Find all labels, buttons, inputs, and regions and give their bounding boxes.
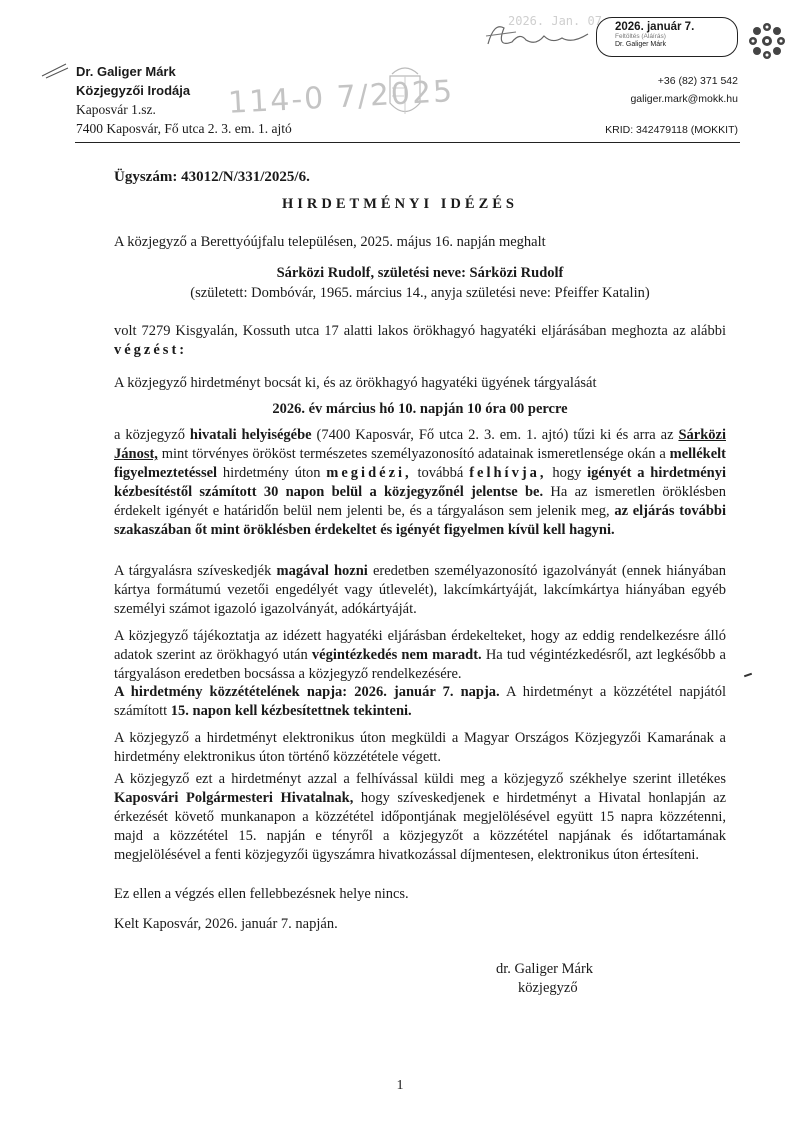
- mayor-office: Kaposvári Polgármesteri Hivatalnak,: [114, 790, 354, 806]
- krid-identifier: KRID: 342479118 (MOKKIT): [605, 124, 738, 136]
- info-text-1: A közjegyző tájékoztatja az idézett hagyatéki eljárásban érdekelteket, hogy az eddig rendelkezésre álló adatok szerint az örökhagyó után: [114, 628, 726, 663]
- documents-bring: magával hozni: [276, 563, 368, 579]
- summons-word-call: felhívja,: [469, 465, 547, 481]
- appeal-statement: Ez ellen a végzés ellen fellebbezésnek helye nincs.: [114, 886, 409, 902]
- handwritten-file-number: 114-0 7/2025: [227, 74, 456, 121]
- documents-text-2: eredetben személyazonosító igazolványát (ennek hiányában kártya formátumú vezetői engedélyét vagy útlevelét), lakcímkártyáját, lakcímkártya hiányában egyéb személyi számot igazoló igazolványát, adókártyáját.: [114, 563, 726, 617]
- summons-warning: mellékelt figyelmeztetéssel: [114, 446, 726, 481]
- publication-paragraph: [114, 683, 726, 721]
- publication-date: A hirdetmény közzétételének napja: 2026. január 7. napja.: [114, 684, 500, 700]
- office-request-text-2: hogy szíveskedjenek e hirdetményt a Hivatal honlapján az érkezését követő munkanapon a közzététel időpontjának megjelölésével együtt 15 napra közzétenni, majd a közzététel 15. napján e tényről a közjegyzőt a közzététel napjának és időtartamának megjelölésével a fenti közjegyzői ügyszámra hivatkozással díjmentesen, elektronikus úton értesíteni.: [114, 790, 726, 863]
- hearing-date: 2026. év március hó 10. napján 10 óra 00 percre: [272, 401, 568, 417]
- chamber-paragraph: A közjegyző a hirdetményt elektronikus úton megküldi a Magyar Országos Közjegyzői Kamarának a hirdetmény elektronikus úton történő közzététele végett.: [114, 730, 726, 765]
- office-city: Kaposvár 1.sz.: [76, 102, 156, 117]
- deceased-name: Sárközi Rudolf, születési neve: Sárközi Rudolf: [276, 265, 564, 281]
- notary-seal-icon: [746, 20, 788, 62]
- publication-text: A hirdetményt a közzététel napjától számított: [114, 684, 726, 719]
- decision-word: végzést:: [114, 342, 188, 358]
- margin-mark: [744, 673, 752, 678]
- summons-text-3: mint törvényes örököst természetes személyazonosító adatainak ismeretlensége okán a: [157, 446, 670, 462]
- registration-stamp: [596, 17, 738, 57]
- summons-text-4: hirdetmény úton: [217, 465, 327, 481]
- signer-role: közjegyző: [518, 980, 578, 996]
- summons-text-2: (7400 Kaposvár, Fő utca 2. 3. em. 1. ajtó) tűzi ki és arra az: [311, 427, 679, 443]
- summoned-heir: Sárközi Jánost,: [114, 427, 726, 462]
- case-number: Ügyszám: 43012/N/331/2025/6.: [114, 169, 310, 185]
- header-divider: [75, 142, 740, 143]
- info-paragraph: [114, 627, 726, 684]
- summons-paragraph: [114, 426, 726, 540]
- info-no-will: végintézkedés nem maradt.: [311, 647, 482, 663]
- office-request-text-1: A közjegyző ezt a hirdetményt azzal a felhívással küldi meg a közjegyző székhelye szerint illetékes: [114, 771, 726, 787]
- residence-paragraph: [114, 322, 726, 360]
- page-number: 1: [396, 1078, 404, 1093]
- summons-text-1: a közjegyző: [114, 427, 190, 443]
- documents-text-1: A tárgyalásra szíveskedjék: [114, 563, 277, 579]
- contact-block: [560, 72, 738, 108]
- phone-number: +36 (82) 371 542: [657, 75, 738, 87]
- signer-name: dr. Galiger Márk: [496, 961, 594, 977]
- summons-text-7: Ha az ismeretlen öröklésben érdekelt igényét e határidőn belül nem jelenti be, és a tárgyaláson sem jelenik meg,: [114, 484, 726, 519]
- summons-office: hivatali helyiségébe: [189, 427, 312, 443]
- office-request-paragraph: [114, 770, 726, 865]
- intro-paragraph: A közjegyző a Berettyóújfalu településen, 2025. május 16. napján meghalt: [114, 234, 546, 250]
- summons-deadline: igényét a hirdetményi kézbesítéstől számított 30 napon belül a közjegyzőnél jelentse be.: [114, 465, 726, 500]
- email-address: galiger.mark@mokk.hu: [630, 93, 738, 105]
- summons-text-5: továbbá: [411, 465, 470, 481]
- summons-text-6: hogy: [546, 465, 588, 481]
- office-name: Közjegyzői Irodája: [76, 83, 191, 98]
- stamp-date: 2026. január 7.: [615, 21, 695, 33]
- pen-scribble: [40, 60, 70, 80]
- faded-date-stamp: 2026. Jan. 07: [508, 14, 602, 28]
- notary-name: Dr. Galiger Márk: [76, 64, 176, 79]
- info-text-2: Ha tud végintézkedésről, azt legkésőbb a tárgyaláson eredetben bocsássa a közjegyző rendelkezésére.: [114, 647, 726, 682]
- signature-block: [496, 960, 616, 998]
- publication-delivery: 15. napon kell kézbesítettnek tekinteni.: [170, 703, 412, 719]
- stamp-name: Dr. Galiger Márk: [615, 41, 666, 48]
- document-title: HIRDETMÉNYI IDÉZÉS: [282, 196, 518, 212]
- deceased-birth-details: (született: Dombóvár, 1965. március 14., anyja születési neve: Pfeiffer Katalin): [190, 285, 650, 301]
- summons-consequence: az eljárás további szakaszában őt mint öröklésben érdekeltet és igényét figyelmen kívül kell hagyni.: [114, 503, 726, 538]
- documents-paragraph: [114, 562, 726, 619]
- hearing-intro: A közjegyző hirdetményt bocsát ki, és az örökhagyó hagyatéki ügyének tárgyalását: [114, 375, 597, 391]
- stamp-caption: Feltöltés (Aláírás): [615, 33, 666, 40]
- dated-line: Kelt Kaposvár, 2026. január 7. napján.: [114, 916, 338, 932]
- office-address: 7400 Kaposvár, Fő utca 2. 3. em. 1. ajtó: [76, 121, 292, 136]
- residence-text: volt 7279 Kisgyalán, Kossuth utca 17 alatti lakos örökhagyó hagyatéki eljárásában meghozta az alábbi: [114, 323, 726, 339]
- handwritten-signature: [480, 14, 595, 54]
- summons-word-summon: megidézi,: [326, 465, 412, 481]
